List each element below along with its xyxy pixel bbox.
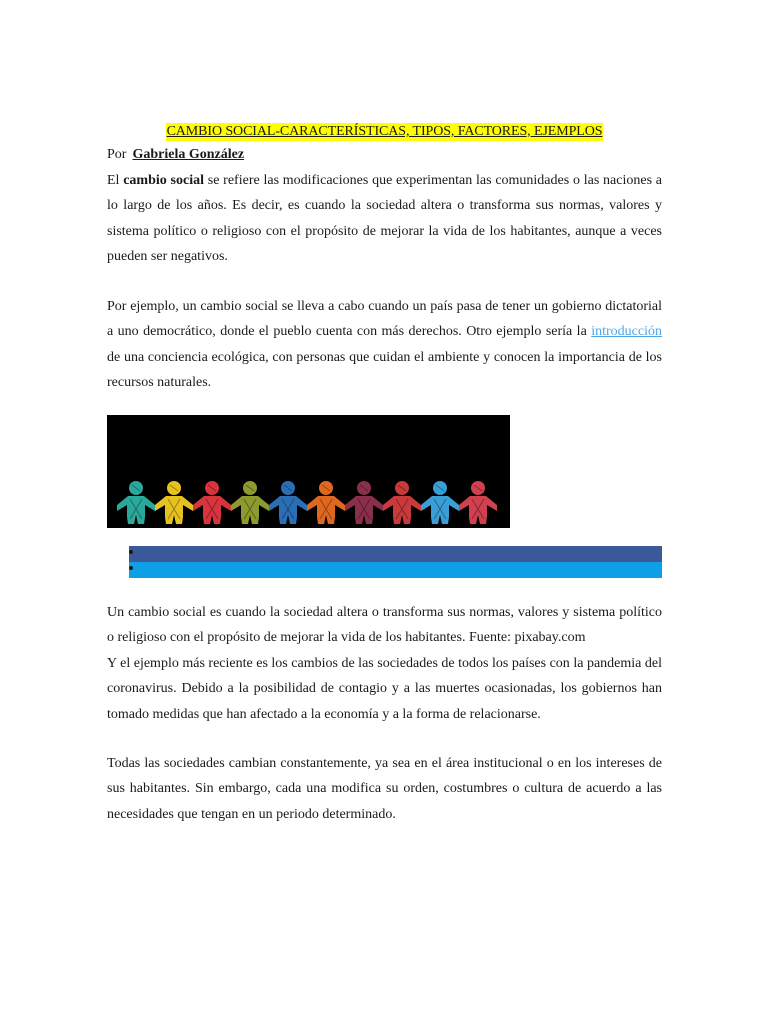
- facebook-share-bar[interactable]: [129, 546, 662, 562]
- person-figure: [307, 481, 345, 524]
- image-caption: Un cambio social es cuando la sociedad altera o transforma sus normas, valores y sistema político o religioso con el propósito de mejorar la vida de los habitantes. Fuente: pixabay.com: [107, 605, 662, 646]
- paragraph-intro: El cambio social se refiere las modificaciones que experimentan las comunidades o las naciones a lo largo de los años. Es decir, es cuando la sociedad altera o transforma sus normas, valores y sistema político o religioso con el propósito de mejorar la vida de los habitantes, aunque a veces pueden ser negativos.: [107, 173, 662, 264]
- person-figure: [269, 481, 307, 524]
- person-figure: [421, 481, 459, 524]
- twitter-share-bar[interactable]: [129, 562, 662, 578]
- byline-prefix: Por: [107, 147, 127, 162]
- people-illustration: [107, 415, 510, 528]
- paragraph-example: Por ejemplo, un cambio social se lleva a cabo cuando un país pasa de tener un gobierno dictatorial a uno democrático, donde el pueblo cuenta con más derechos. Otro ejemplo sería la introducción de una conciencia ecológica, con personas que cuidan el ambiente y conocen la importancia de los recursos naturales.: [107, 299, 662, 390]
- bullet-icon: [129, 550, 133, 554]
- bold-term: cambio social: [123, 173, 204, 188]
- author-name: Gabriela González: [132, 147, 245, 162]
- introduccion-link[interactable]: introducción: [591, 324, 662, 340]
- person-figure: [459, 481, 497, 524]
- paragraph-pandemic: Y el ejemplo más reciente es los cambios de las sociedades de todos los países con la pandemia del coronavirus. Debido a la posibilidad de contagio y a las muertes ocasionadas, los gobiernos han tomado medidas que han afectado a la economía y a la forma de relacionarse.: [107, 656, 662, 722]
- person-figure: [345, 481, 383, 524]
- byline: [107, 146, 244, 164]
- article-image: [107, 415, 510, 528]
- bullet-icon: [129, 566, 133, 570]
- person-figure: [383, 481, 421, 524]
- paragraph-societies: Todas las sociedades cambian constantemente, ya sea en el área institucional o en los intereses de sus habitantes. Sin embargo, cada una modifica su orden, costumbres o cultura de acuerdo a las necesidades que tengan en un periodo determinado.: [107, 756, 662, 822]
- person-figure: [231, 481, 269, 524]
- person-figure: [155, 481, 193, 524]
- person-figure: [117, 481, 155, 524]
- person-figure: [193, 481, 231, 524]
- article-title: CAMBIO SOCIAL-CARACTERÍSTICAS, TIPOS, FACTORES, EJEMPLOS: [166, 124, 603, 139]
